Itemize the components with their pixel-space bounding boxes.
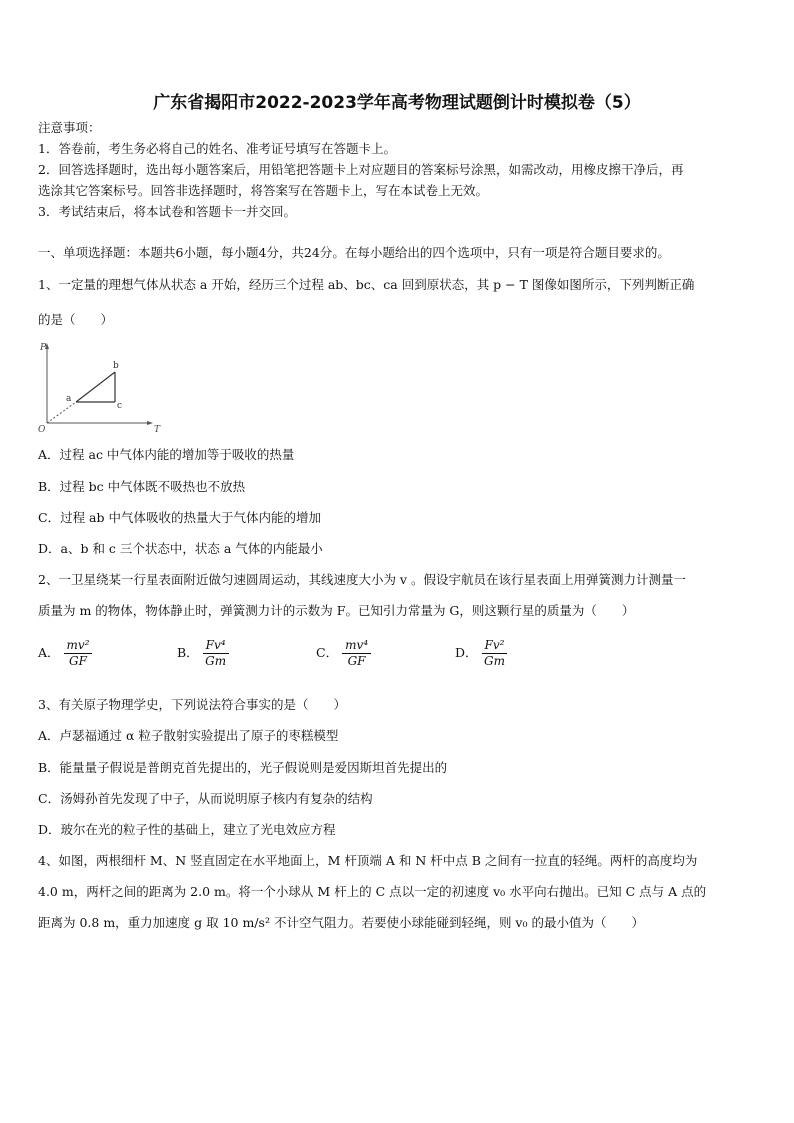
question-4-stem-cont: 4.0 m，两杆之间的距离为 2.0 m。将一个小球从 M 杆上的 C 点以一定的初速度 v₀ 水平向右抛出。已知 C 点与 A 点的 (38, 884, 707, 899)
section-heading: 一、单项选择题：本题共6小题，每小题4分，共24分。在每小题给出的四个选项中，只有一项是符合题目要求的。 (38, 245, 670, 260)
graph-origin-label: O (38, 425, 46, 435)
question-2-option-d: D． $\frac{\text{Fv²}}{Gm}$ (455, 638, 507, 669)
question-3-option-b: B．能量量子假说是普朗克首先提出的，光子假说则是爱因斯坦首先提出的 (38, 760, 448, 775)
question-1-option-a: A．过程 ac 中气体内能的增加等于吸收的热量 (38, 447, 295, 462)
graph-p-label: P (40, 343, 47, 353)
question-2-stem: 2、一卫星绕某一行星表面附近做匀速圆周运动，其线速度大小为 v 。假设宇航员在该行星表面上用弹簧测力计测量一 (38, 572, 686, 587)
question-2-option-b: B． $\frac{\text{Fv⁴}}{Gm}$ (177, 638, 229, 669)
question-2-option-c: C． $\frac{\text{mv⁴}}{GF}$ (316, 638, 371, 669)
question-1-stem: 1、一定量的理想气体从状态 a 开始，经历三个过程 ab、bc、ca 回到原状态，其 p − T 图像如图所示，下列判断正确 (38, 277, 695, 292)
notice-item: 3．考试结束后，将本试卷和答题卡一并交回。 (38, 204, 296, 219)
graph-t-label: T (154, 425, 161, 435)
question-2-stem-cont: 质量为 m 的物体，物体静止时，弹簧测力计的示数为 F。已知引力常量为 G，则这颗行星的质量为（ ） (38, 603, 635, 618)
question-3-option-a: A．卢瑟福通过 α 粒子散射实验提出了原子的枣糕模型 (38, 728, 339, 743)
notice-item: 1．答卷前，考生务必将自己的姓名、准考证号填写在答题卡上。 (38, 141, 396, 156)
graph-point-a: a (66, 394, 72, 404)
question-1-option-b: B．过程 bc 中气体既不吸热也不放热 (38, 479, 246, 494)
question-4-stem: 4、如图，两根细杆 M、N 竖直固定在水平地面上，M 杆顶端 A 和 N 杆中点 B 之间有一拉直的轻绳。两杆的高度均为 (38, 853, 698, 868)
question-3-option-c: C．汤姆孙首先发现了中子，从而说明原子核内有复杂的结构 (38, 791, 373, 806)
notice-item: 2．回答选择题时，选出每小题答案后，用铅笔把答题卡上对应题目的答案标号涂黑，如需改动，用橡皮擦干净后，再 (38, 162, 684, 177)
question-1-stem-cont: 的是（ ） (38, 312, 114, 327)
question-1-option-c: C．过程 ab 中气体吸收的热量大于气体内能的增加 (38, 510, 321, 525)
page-title: 广东省揭阳市2022-2023学年高考物理试题倒计时模拟卷（5） (153, 93, 641, 113)
graph-point-c: c (117, 401, 123, 411)
question-4-stem-cont: 距离为 0.8 m，重力加速度 g 取 10 m/s² 不计空气阻力。若要使小球能碰到轻绳，则 v₀ 的最小值为（ ） (38, 915, 644, 930)
p-t-graph (38, 340, 163, 435)
question-3-option-d: D．玻尔在光的粒子性的基础上，建立了光电效应方程 (38, 822, 336, 837)
question-2-option-a: A． $\frac{\text{mv²}}{GF}$ (38, 638, 92, 669)
notice-heading: 注意事项： (38, 120, 101, 135)
graph-point-b: b (113, 361, 119, 371)
question-1-option-d: D．a、b 和 c 三个状态中，状态 a 气体的内能最小 (38, 541, 323, 556)
notice-item: 选涂其它答案标号。回答非选择题时，将答案写在答题卡上，写在本试卷上无效。 (38, 183, 489, 198)
question-3-stem: 3、有关原子物理学史，下列说法符合事实的是（ ） (38, 697, 346, 712)
